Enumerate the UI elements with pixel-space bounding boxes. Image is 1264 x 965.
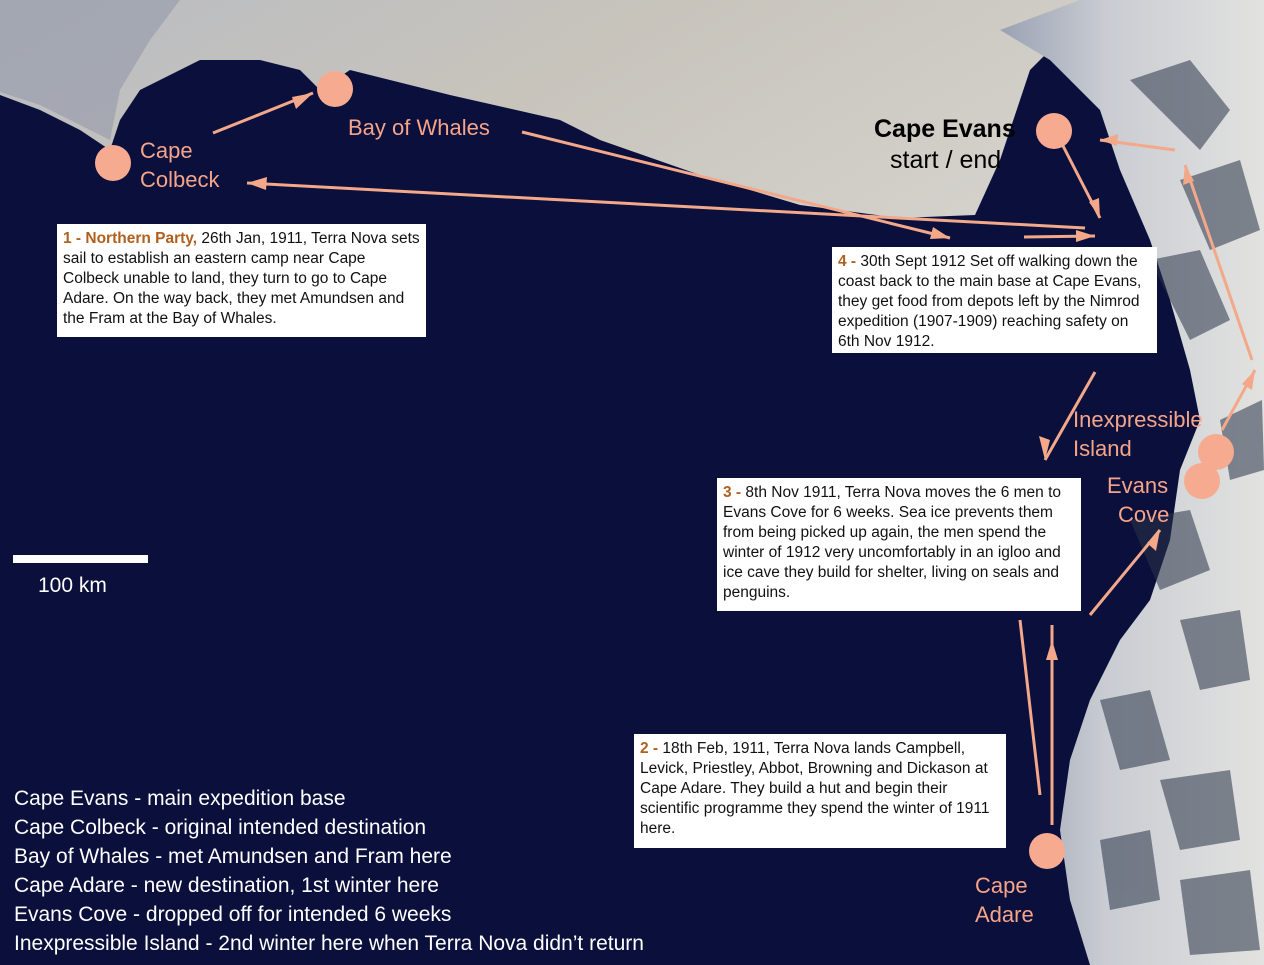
marker-cape-evans[interactable] xyxy=(1036,113,1072,149)
scale-label: 100 km xyxy=(38,574,107,597)
legend xyxy=(14,784,644,958)
info-box-3-lead: 3 - xyxy=(723,484,742,501)
scale-bar xyxy=(13,555,148,563)
label-evans-cove: Evans Cove xyxy=(1107,473,1170,527)
info-box-4-text: 30th Sept 1912 Set off walking down the coast back to the main base at Cape Evans, they get food from depots left by the Nimrod expedition (1907-1909) reaching safety on 6th Nov 1912. xyxy=(838,253,1142,350)
marker-evans-cove[interactable] xyxy=(1184,463,1220,499)
label-bay-of-whales: Bay of Whales xyxy=(348,115,490,140)
legend-item: Cape Colbeck - original intended destination xyxy=(14,816,427,839)
label-cape-colbeck: Cape Colbeck xyxy=(140,138,220,192)
legend-item: Bay of Whales - met Amundsen and Fram here xyxy=(14,845,452,868)
legend-item: Evans Cove - dropped off for intended 6 weeks xyxy=(14,903,452,926)
info-box-2-text: 18th Feb, 1911, Terra Nova lands Campbell, Levick, Priestley, Abbot, Browning and Dickason at Cape Adare. They build a hut and begin their scientific programme they spend the winter of 1911 here. xyxy=(640,740,990,837)
label-inexpressible-island: Inexpressible Island xyxy=(1073,407,1203,461)
marker-cape-colbeck[interactable] xyxy=(95,145,131,181)
label-cape-adare: Cape Adare xyxy=(975,873,1034,927)
info-box-4-lead: 4 - xyxy=(838,253,857,270)
legend-item: Inexpressible Island - 2nd winter here when Terra Nova didn’t return xyxy=(14,932,644,955)
marker-bay-of-whales[interactable] xyxy=(317,71,353,107)
legend-item: Cape Adare - new destination, 1st winter here xyxy=(14,874,439,897)
label-start-end: start / end xyxy=(890,146,1002,174)
info-box-4 xyxy=(832,247,1157,353)
legend-item: Cape Evans - main expedition base xyxy=(14,787,346,810)
info-box-1-text: 26th Jan, 1911, Terra Nova sets sail to establish an eastern camp near Cape Colbeck unable to land, they turn to go to Cape Adare. On the way back, they met Amundsen and the Fram at the Bay of Whales. xyxy=(63,230,420,327)
info-box-2-lead: 2 - xyxy=(640,740,659,757)
label-cape-evans: Cape Evans xyxy=(874,115,1016,143)
info-box-3 xyxy=(717,478,1081,611)
marker-cape-adare[interactable] xyxy=(1029,833,1065,869)
info-box-1-lead: 1 - Northern Party, xyxy=(63,230,198,247)
info-box-2 xyxy=(634,734,1006,848)
info-box-3-text: 8th Nov 1911, Terra Nova moves the 6 men to Evans Cove for 6 weeks. Sea ice prevents them from being picked up again, the men spend the winter of 1912 very uncomfortably in an igloo and ice cave they build for shelter, living on seals and penguins. xyxy=(723,484,1062,601)
info-box-1 xyxy=(57,224,426,337)
